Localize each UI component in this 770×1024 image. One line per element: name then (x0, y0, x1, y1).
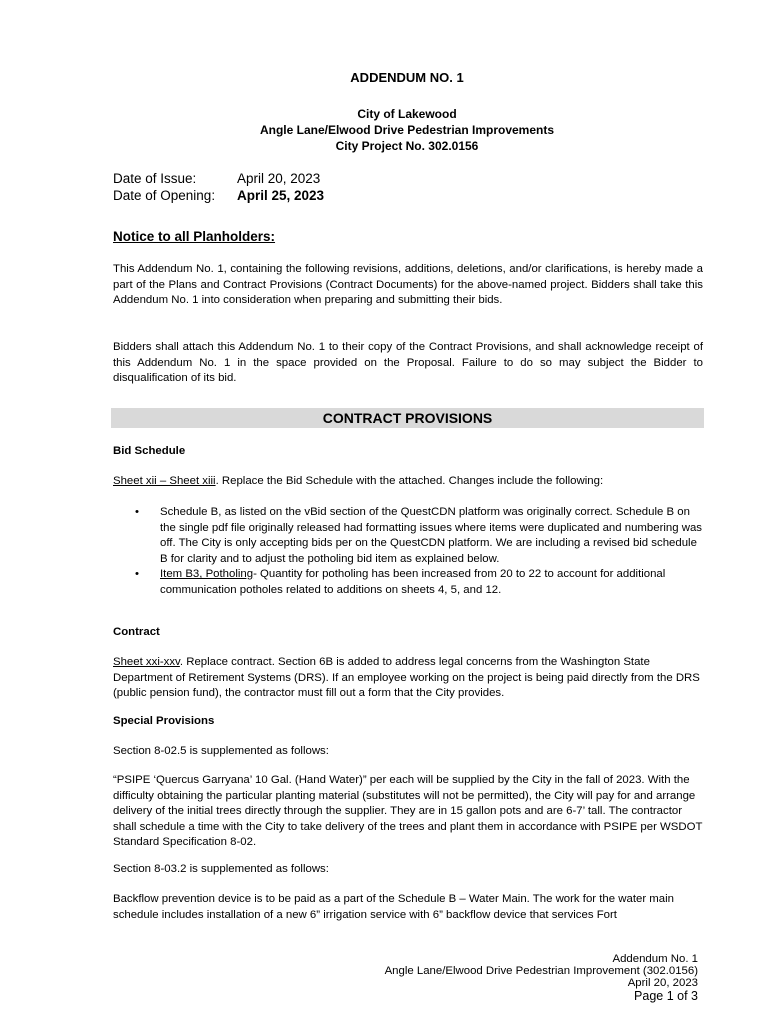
contract-heading: Contract (113, 626, 160, 638)
footer-page-number: Page 1 of 3 (634, 988, 698, 1003)
bullet-icon: • (135, 568, 139, 580)
section-banner-title: CONTRACT PROVISIONS (322, 410, 493, 426)
addendum-title: ADDENDUM NO. 1 (350, 70, 464, 85)
issue-date-value: April 20, 2023 (237, 171, 321, 186)
bid-schedule-paragraph (113, 474, 713, 490)
contract-paragraph (113, 655, 705, 702)
bullet-text: Schedule B, as listed on the vBid section of the QuestCDN platform was originally correct. Schedule B on the single pdf file originally released had formatting issues where items were duplicated and numbering was off. The City is only accepting bids per on the QuestCDN platform. We are including a revised bid schedule B for clarity and to adjust the potholing bid item as explained below. (160, 506, 702, 565)
city-name: City of Lakewood (357, 107, 457, 121)
section-8-02-5-paragraph: “PSIPE ‘Quercus Garryana’ 10 Gal. (Hand Water)” per each will be supplied by the City in the fall of 2023. With the difficulty obtaining the particular planting material (substitutes will not be permitted), the City will pay for and arrange delivery of the initial trees directly through the supplier. They are in 15 gallon pots and are 6-7’ tall. The contractor shall schedule a time with the City to take delivery of the trees and plant them in accordance with PSIPE per WSDOT Standard Specification 8-02. (113, 774, 703, 848)
list-item (113, 505, 703, 567)
opening-date-value: April 25, 2023 (237, 188, 325, 203)
footer-addendum: Addendum No. 1 (612, 953, 698, 965)
bullet-lead: Item B3, Potholing (160, 568, 254, 580)
list-item (113, 567, 703, 598)
project-number: City Project No. 302.0156 (335, 139, 479, 153)
contract-text: . Replace contract. Section 6B is added to address legal concerns from the Washington State Department of Retirement Systems (DRS). If an employee working on the project is being paid directly from the DRS (public pension fund), the contractor must fill out a form that the City provides. (113, 656, 700, 699)
issue-date-label: Date of Issue: (113, 171, 197, 186)
bid-schedule-bullet-list (113, 505, 703, 598)
notice-paragraph-1: This Addendum No. 1, containing the following revisions, additions, deletions, and/or clarifications, is hereby made a part of the Plans and Contract Provisions (Contract Documents) for the above-named project. Bidders shall take this Addendum No. 1 into consideration when preparing and submitting their bids. (113, 263, 703, 306)
contract-sheet-ref: Sheet xxi-xxv (113, 656, 180, 668)
page-footer (385, 953, 698, 1002)
special-provisions-heading: Special Provisions (113, 715, 215, 727)
footer-date: April 20, 2023 (627, 977, 698, 990)
notice-heading: Notice to all Planholders: (113, 229, 276, 244)
section-8-03-2-paragraph: Backflow prevention device is to be paid as a part of the Schedule B – Water Main. The work for the water main schedule includes installation of a new 6” irrigation service with 6” backflow device that services Fort (113, 893, 674, 921)
bullet-icon: • (135, 506, 139, 518)
footer-project: Angle Lane/Elwood Drive Pedestrian Improvement (302.0156) (384, 965, 698, 978)
opening-date-label: Date of Opening: (113, 188, 216, 203)
bid-schedule-heading: Bid Schedule (113, 445, 186, 457)
section-8-02-5-intro: Section 8-02.5 is supplemented as follows: (113, 745, 329, 757)
bid-schedule-sheet-ref: Sheet xii – Sheet xiii (113, 475, 216, 487)
bullet-text: - Quantity for potholing has been increased from 20 to 22 to account for additional communication potholes related to additions on sheets 4, 5, and 12. (160, 568, 666, 596)
bid-schedule-text: . Replace the Bid Schedule with the attached. Changes include the following: (215, 475, 604, 487)
notice-paragraph-2: Bidders shall attach this Addendum No. 1 to their copy of the Contract Provisions, and shall acknowledge receipt of this Addendum No. 1 in the space provided on the Proposal. Failure to do so may subject the Bidder to disqualification of its bid. (113, 341, 703, 384)
section-8-03-2-intro: Section 8-03.2 is supplemented as follows: (113, 863, 329, 875)
project-name: Angle Lane/Elwood Drive Pedestrian Improvements (259, 123, 555, 137)
